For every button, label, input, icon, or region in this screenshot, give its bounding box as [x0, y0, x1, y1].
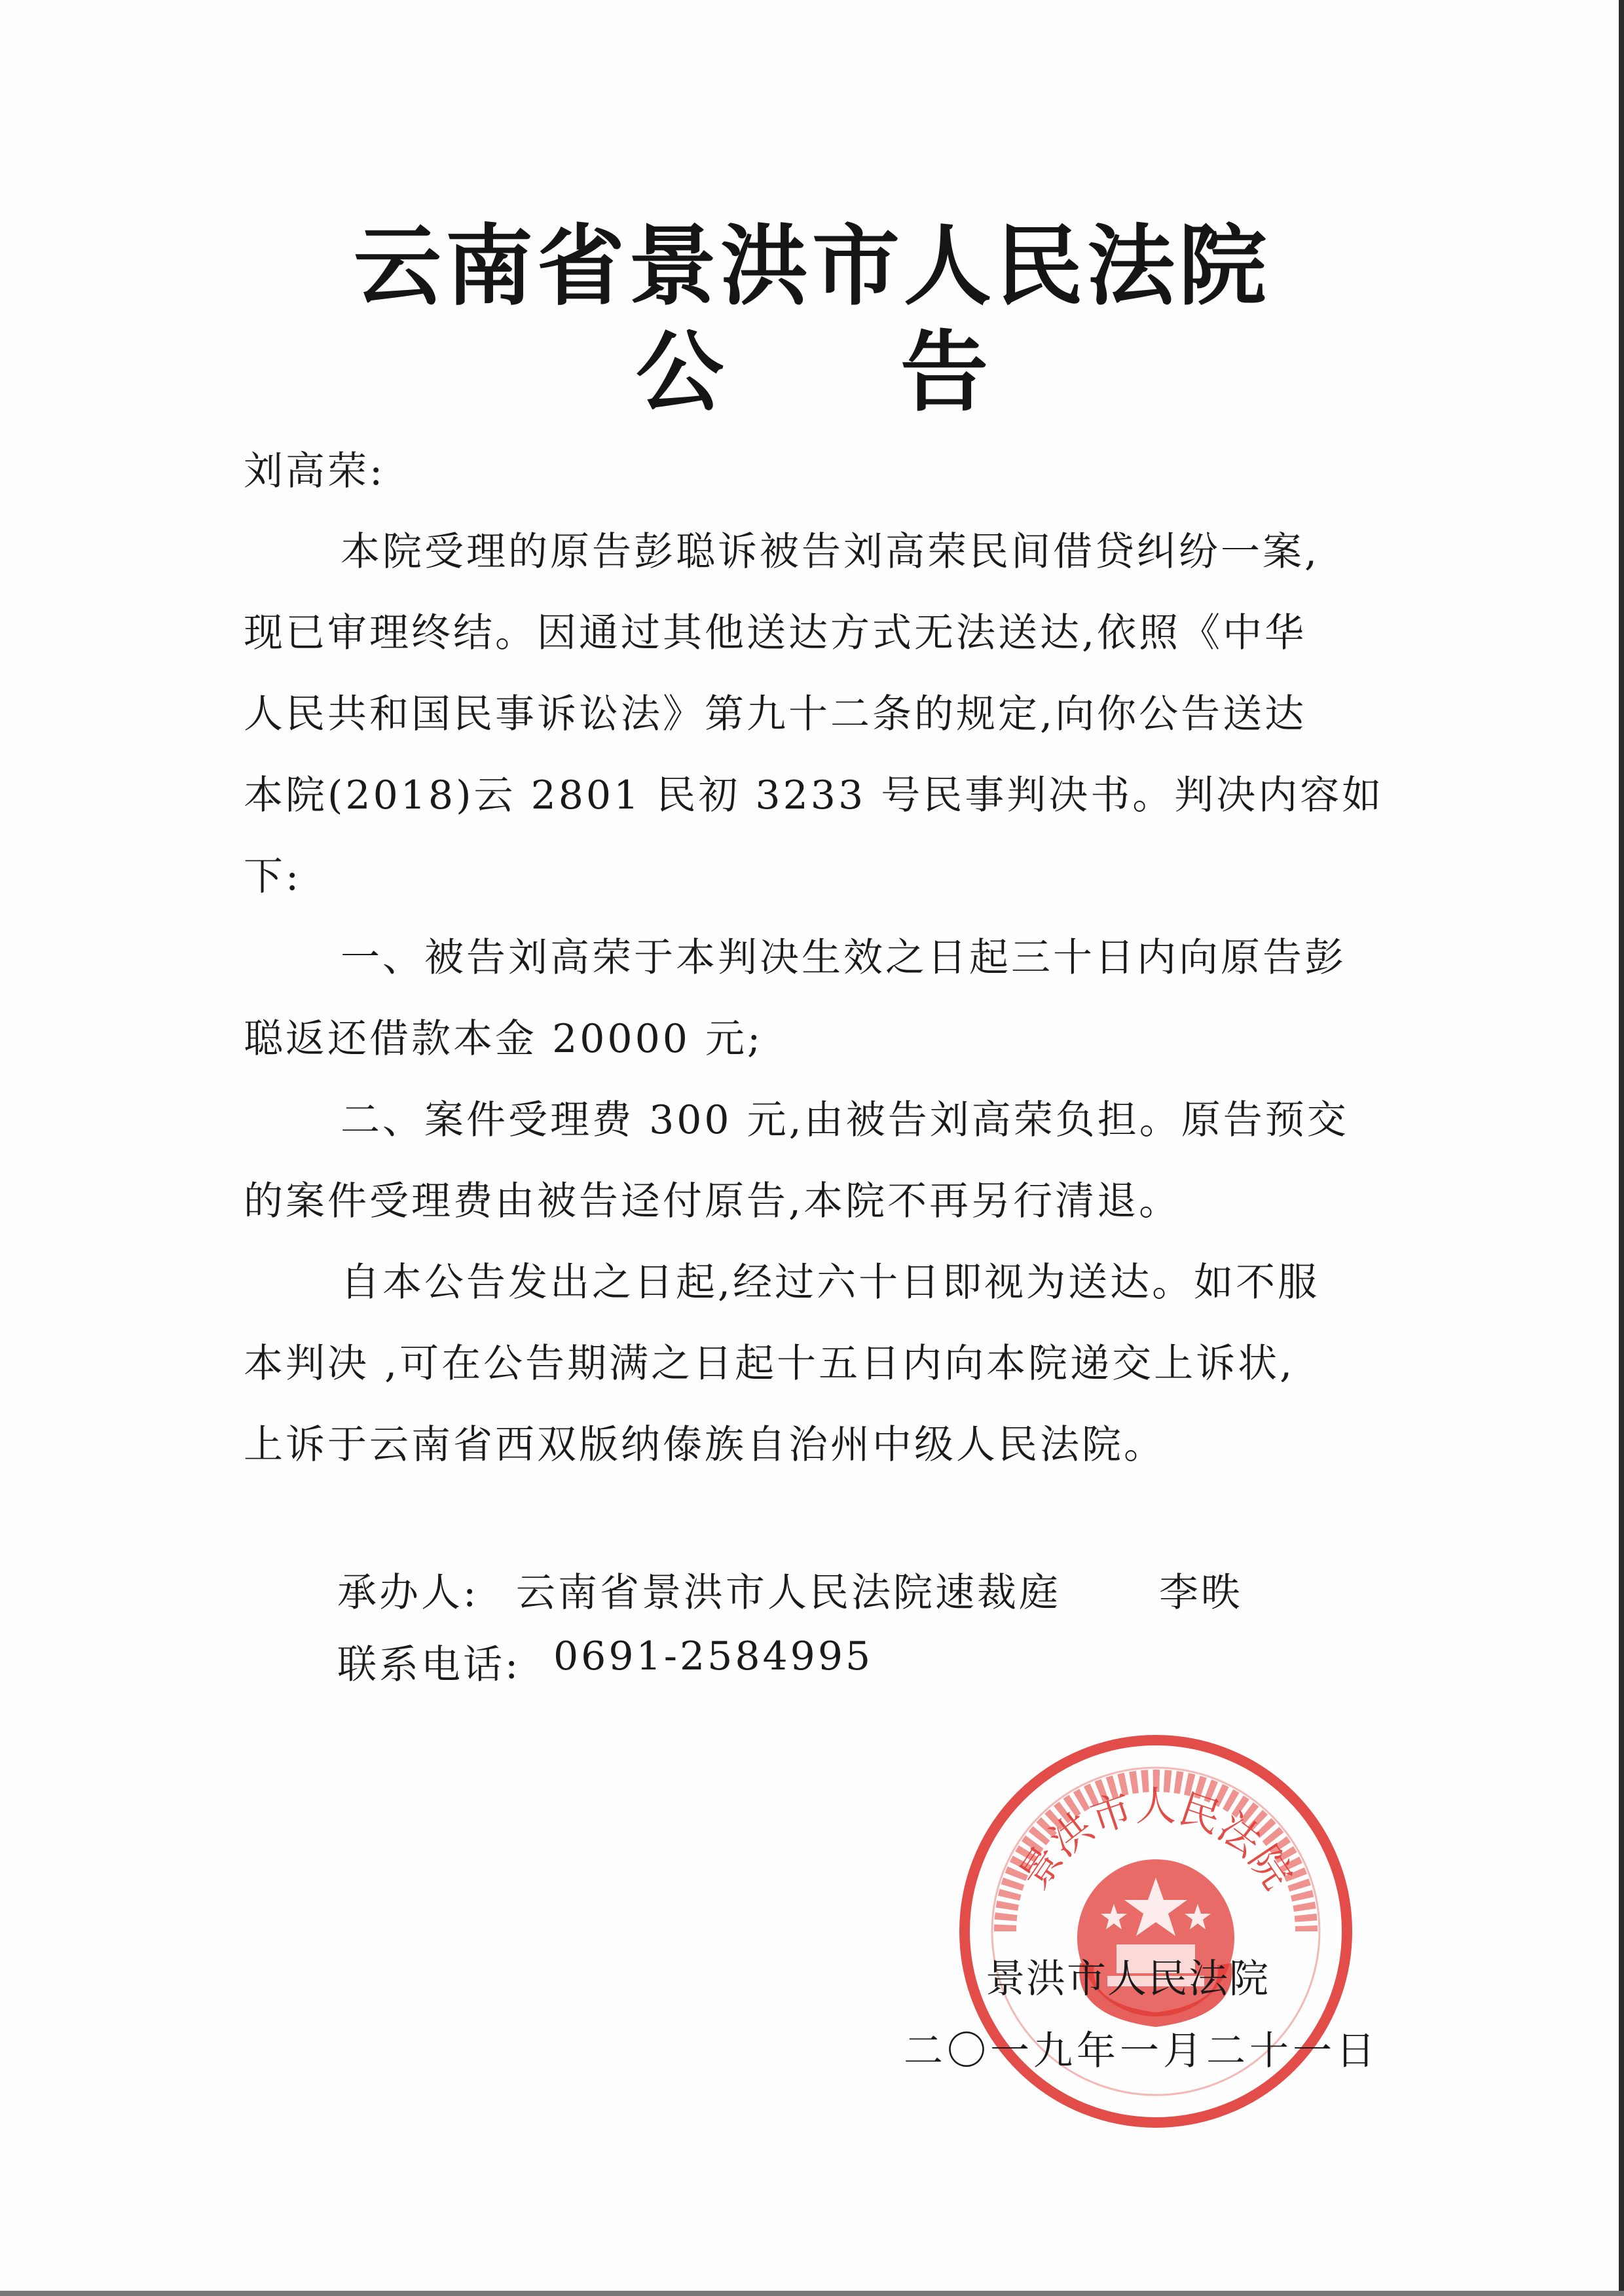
- judgment-item-2-cont: 的案件受理费由被告迳付原告,本院不再另行清退。: [244, 1178, 1181, 1224]
- service-notice-cont: 上诉于云南省西双版纳傣族自治州中级人民法院。: [244, 1422, 1166, 1468]
- addressee: 刘高荣:: [244, 448, 386, 494]
- signing-court: 景洪市人民法院: [986, 1956, 1270, 2002]
- body-line: 人民共和国民事诉讼法》第九十二条的规定,向你公告送达: [244, 691, 1307, 737]
- handler-name: 李昳: [1159, 1570, 1243, 1616]
- handler-label: 承办人:: [337, 1570, 479, 1616]
- service-notice: 自本公告发出之日起,经过六十日即视为送达。如不服: [341, 1260, 1320, 1305]
- body-line: 现已审理终结。因通过其他送达方式无法送达,依照《中华: [244, 610, 1307, 656]
- handler-dept: 云南省景洪市人民法院速裁庭: [516, 1570, 1061, 1616]
- scan-edge-bottom: [0, 2291, 1624, 2296]
- judgment-item-1: 一、被告刘高荣于本判决生效之日起三十日内向原告彭: [341, 935, 1346, 981]
- court-title: 云南省景洪市人民法院: [353, 215, 1270, 318]
- body-line: 本院(2018)云 2801 民初 3233 号民事判决书。判决内容如: [244, 773, 1384, 818]
- signing-date: 二〇一九年一月二十一日: [904, 2028, 1379, 2074]
- body-line: 下:: [244, 854, 302, 900]
- phone-number: 0691-2584995: [553, 1633, 874, 1679]
- judgment-item-2: 二、案件受理费 300 元,由被告刘高荣负担。原告预交: [341, 1097, 1349, 1143]
- body-line: 本院受理的原告彭聪诉被告刘高荣民间借贷纠纷一案,: [341, 529, 1320, 575]
- service-notice-cont: 本判决 ,可在公告期满之日起十五日内向本院递交上诉状,: [244, 1341, 1295, 1387]
- notice-title: 公告: [635, 321, 1165, 424]
- seal-text: 景洪市人民法院: [1009, 1782, 1302, 1898]
- phone-label: 联系电话:: [337, 1642, 521, 1688]
- judgment-item-1-cont: 聪返还借款本金 20000 元;: [244, 1016, 764, 1062]
